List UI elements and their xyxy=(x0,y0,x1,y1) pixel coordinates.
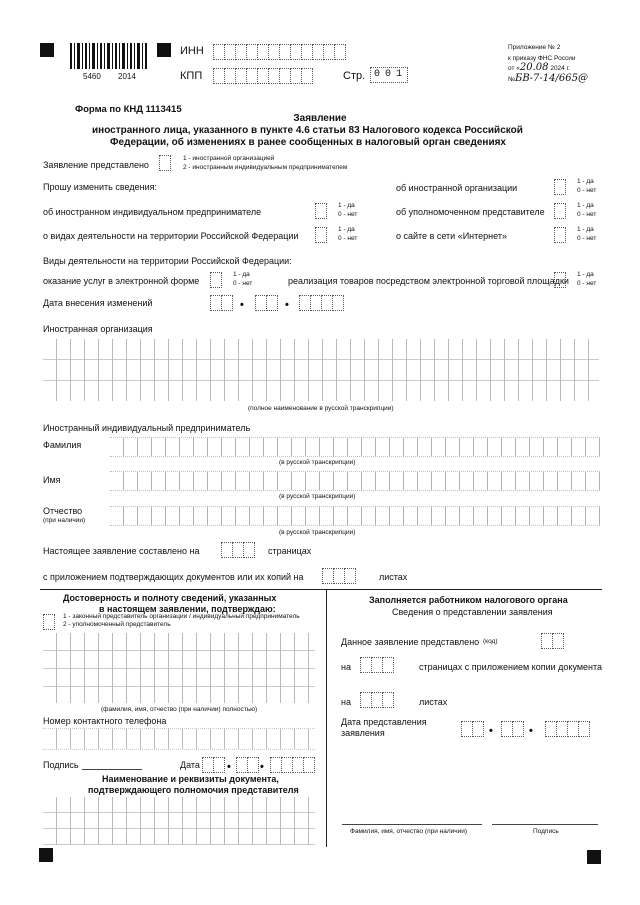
composed-prefix: Настоящее заявление составлено на xyxy=(43,546,200,556)
change-authorized-rep-field[interactable] xyxy=(554,203,566,217)
submitted-option-2: 2 - иностранным индивидуальным предпринимателем xyxy=(183,164,348,171)
signature-label: Подпись xyxy=(43,760,79,770)
date-separator-dot: • xyxy=(227,761,231,773)
yes-label: 1 - да xyxy=(577,271,594,278)
tax-office-submitted-label: Данное заявление представлено xyxy=(341,637,480,647)
tax-office-date-month[interactable] xyxy=(501,721,524,735)
yes-label: 1 - да xyxy=(577,226,594,233)
surname-label: Фамилия xyxy=(43,440,82,450)
change-foreign-org-label: об иностранной организации xyxy=(396,183,518,193)
confirm-header-2: в настоящем заявлении, подтверждаю: xyxy=(99,604,276,614)
activity-platform-sales-label: реализация товаров посредством электронной торговой площадки xyxy=(288,276,569,286)
yes-label: 1 - да xyxy=(338,226,355,233)
no-label: 0 - нет xyxy=(338,211,358,218)
patronymic-note: (при наличии) xyxy=(43,517,86,524)
appendix-date-handwritten: 20.08 xyxy=(519,62,549,73)
confirm-option-1: 1 - законный представитель организации / индивидуальный предприниматель xyxy=(63,613,300,620)
date-separator-dot: • xyxy=(260,761,264,773)
tax-office-sheets-text: листах xyxy=(419,697,448,707)
tax-office-date-day[interactable] xyxy=(461,721,484,735)
bottom-section-top-border xyxy=(40,589,602,590)
no-label: 0 - нет xyxy=(577,235,597,242)
doc-details-field[interactable] xyxy=(43,797,315,845)
appendix-date-prefix: от « xyxy=(508,65,520,72)
confirm-fio-caption: (фамилия, имя, отчество (при наличии) полностью) xyxy=(101,706,258,713)
confirm-date-year[interactable] xyxy=(270,757,315,771)
doc-header-2: подтверждающего полномочия представителя xyxy=(88,785,299,795)
activity-header: Виды деятельности на территории Российской Федерации: xyxy=(43,256,292,266)
inn-field[interactable] xyxy=(213,44,346,58)
corner-marker-bottom-left xyxy=(39,848,53,862)
appendix-number-prefix: № xyxy=(508,76,515,83)
tax-office-date-year[interactable] xyxy=(545,721,590,735)
tax-office-pages-field[interactable] xyxy=(360,657,394,671)
change-foreign-org-field[interactable] xyxy=(554,179,566,193)
submitted-option-1: 1 - иностранной организацией xyxy=(183,155,275,162)
tax-office-header: Заполняется работником налогового органа xyxy=(369,595,568,605)
yes-label: 1 - да xyxy=(233,271,250,278)
foreign-ip-label: Иностранный индивидуальный предприниматель xyxy=(43,423,251,433)
corner-marker-bottom-right xyxy=(587,850,601,864)
composed-pages-field[interactable] xyxy=(221,542,255,556)
tax-office-pages-text: страницах с приложением копии документа xyxy=(419,662,603,672)
appendix-line-2: к приказу ФНС России xyxy=(508,55,576,62)
tax-office-date-label-1: Дата представления xyxy=(341,717,427,727)
tax-office-code-field[interactable] xyxy=(541,633,564,647)
barcode-number-2: 2014 xyxy=(118,72,136,81)
no-label: 0 - нет xyxy=(577,280,597,287)
corner-marker-top-left xyxy=(40,43,54,57)
date-label: Дата xyxy=(180,760,200,770)
change-foreign-ip-label: об иностранном индивидуальном предпринимателе xyxy=(43,207,262,217)
attachments-prefix: с приложением подтверждающих документов или их копий на xyxy=(43,572,304,582)
title-line-3: Федерации, об изменениях в ранее сообщенных в налоговый орган сведениях xyxy=(110,137,506,148)
inn-label: ИНН xyxy=(180,45,204,57)
change-date-month[interactable] xyxy=(255,295,278,309)
yes-label: 1 - да xyxy=(577,178,594,185)
yes-label: 1 - да xyxy=(338,202,355,209)
barcode-number-1: 5460 xyxy=(83,72,101,81)
title-line-1: Заявление xyxy=(293,113,347,124)
no-label: 0 - нет xyxy=(577,187,597,194)
change-website-label: о сайте в сети «Интернет» xyxy=(396,231,507,241)
tax-office-fio-line xyxy=(342,824,482,825)
change-date-day[interactable] xyxy=(210,295,233,309)
submitted-by-field[interactable] xyxy=(159,155,171,169)
change-date-label: Дата внесения изменений xyxy=(43,298,153,308)
name-field[interactable] xyxy=(110,471,600,491)
patronymic-caption: (в русской транскрипции) xyxy=(279,529,356,536)
foreign-org-caption: (полное наименование в русской транскрипции) xyxy=(248,405,394,412)
tax-office-date-label-2: заявления xyxy=(341,728,385,738)
confirm-role-field[interactable] xyxy=(43,614,55,628)
change-authorized-rep-label: об уполномоченном представителе xyxy=(396,207,545,217)
confirm-date-month[interactable] xyxy=(236,757,259,771)
date-separator-dot: • xyxy=(285,299,289,311)
appendix-number xyxy=(508,75,588,84)
attachments-suffix: листах xyxy=(379,572,408,582)
change-date-year[interactable] xyxy=(299,295,344,309)
bottom-section-divider xyxy=(326,589,327,847)
change-website-field[interactable] xyxy=(554,227,566,241)
tax-office-signature-line xyxy=(492,824,598,825)
no-label: 0 - нет xyxy=(338,235,358,242)
kpp-label: КПП xyxy=(180,70,203,82)
page-number: 001 xyxy=(374,69,408,80)
confirm-fio-field[interactable] xyxy=(43,633,315,703)
tax-office-subheader: Сведения о представлении заявления xyxy=(392,607,553,617)
appendix-line-1: Приложение № 2 xyxy=(508,44,561,51)
page-label: Стр. xyxy=(343,70,366,82)
activity-platform-sales-field[interactable] xyxy=(554,272,566,286)
change-activity-types-label: о видах деятельности на территории Российской Федерации xyxy=(43,231,299,241)
yes-label: 1 - да xyxy=(577,202,594,209)
tax-office-on-label: на xyxy=(341,662,351,672)
appendix-number-handwritten: БВ-7-14/665@ xyxy=(514,73,588,84)
phone-label: Номер контактного телефона xyxy=(43,716,167,726)
form-code: Форма по КНД 1113415 xyxy=(75,104,182,115)
appendix-line-3 xyxy=(508,64,570,73)
appendix-date-suffix: 2024 г. xyxy=(550,65,570,72)
change-activity-types-field[interactable] xyxy=(315,227,327,241)
kpp-field[interactable] xyxy=(213,68,313,82)
corner-marker-top-right xyxy=(157,43,171,57)
signature-line xyxy=(82,769,142,770)
tax-office-fio-caption: Фамилия, имя, отчество (при наличии) xyxy=(350,828,468,835)
tax-office-sheets-field[interactable] xyxy=(360,692,394,706)
confirm-header-1: Достоверность и полноту сведений, указанных xyxy=(63,593,277,603)
doc-header-1: Наименование и реквизиты документа, xyxy=(102,774,279,784)
submitted-label: Заявление представлено xyxy=(43,160,149,170)
page-number-box xyxy=(370,67,408,83)
activity-electronic-services-field[interactable] xyxy=(210,272,222,286)
phone-field[interactable] xyxy=(43,728,315,750)
foreign-org-label: Иностранная организация xyxy=(43,324,153,334)
date-separator-dot: • xyxy=(240,299,244,311)
tax-office-signature-caption: Подпись xyxy=(533,828,559,835)
patronymic-label: Отчество xyxy=(43,506,83,516)
confirm-option-2: 2 - уполномоченный представитель xyxy=(63,621,171,628)
title-line-2: иностранного лица, указанного в пункте 4.6 статьи 83 Налогового кодекса Российской xyxy=(92,125,523,136)
activity-electronic-services-label: оказание услуг в электронной форме xyxy=(43,276,200,286)
attachments-sheets-field[interactable] xyxy=(322,568,356,582)
no-label: 0 - нет xyxy=(577,211,597,218)
patronymic-field[interactable] xyxy=(110,506,600,526)
confirm-date-day[interactable] xyxy=(202,757,225,771)
composed-suffix: страницах xyxy=(268,546,312,556)
barcode xyxy=(70,43,148,69)
no-label: 0 - нет xyxy=(233,280,253,287)
name-label: Имя xyxy=(43,475,61,485)
change-foreign-ip-field[interactable] xyxy=(315,203,327,217)
date-separator-dot: • xyxy=(489,725,493,737)
name-caption: (в русской транскрипции) xyxy=(279,493,356,500)
foreign-org-name-rows[interactable] xyxy=(43,339,599,401)
surname-field[interactable] xyxy=(110,437,600,457)
date-separator-dot: • xyxy=(529,725,533,737)
change-request-label: Прошу изменить сведения: xyxy=(43,182,157,192)
tax-office-on-label: на xyxy=(341,697,351,707)
surname-caption: (в русской транскрипции) xyxy=(279,459,356,466)
tax-office-code-label: (код) xyxy=(483,638,498,645)
